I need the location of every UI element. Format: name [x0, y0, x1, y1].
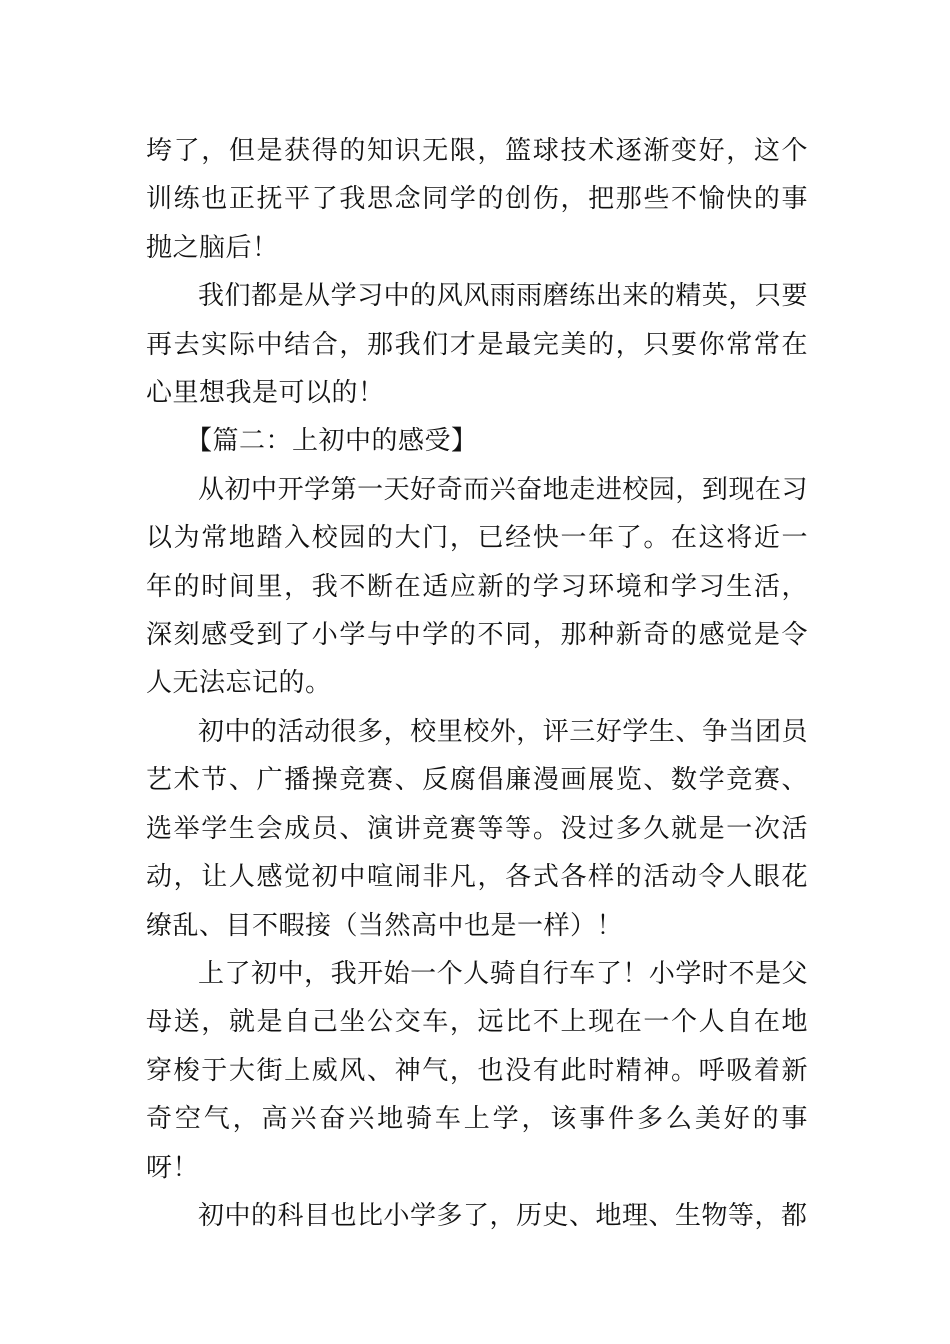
paragraph: 初中的活动很多，校里校外，评三好学生、争当团员艺术节、广播操竞赛、反腐倡廉漫画展览、数学竞赛、选举学生会成员、演讲竞赛等等。没过多久就是一次活动，让人感觉初中喧闹非凡，各式各样的活动令人眼花缭乱、目不暇接（当然高中也是一样）！	[146, 716, 808, 941]
paragraph: 上了初中，我开始一个人骑自行车了！小学时不是父母送，就是自己坐公交车，远比不上现在一个人自在地穿梭于大街上威风、神气，也没有此时精神。呼吸着新奇空气，高兴奋兴地骑车上学，该事件多么美好的事呀！	[146, 958, 808, 1183]
document-body	[146, 127, 808, 1240]
paragraph: 我们都是从学习中的风风雨雨磨练出来的精英，只要再去实际中结合，那我们才是最完美的，只要你常常在心里想我是可以的！	[146, 281, 808, 409]
paragraph-continuation: 垮了，但是获得的知识无限，篮球技术逐渐变好，这个训练也正抚平了我思念同学的创伤，把那些不愉快的事抛之脑后！	[146, 136, 808, 263]
paragraph: 初中的科目也比小学多了，历史、地理、生物等，都	[198, 1200, 808, 1231]
paragraph: 从初中开学第一天好奇而兴奋地走进校园，到现在习以为常地踏入校园的大门，已经快一年了。在这将近一年的时间里，我不断在适应新的学习环境和学习生活，深刻感受到了小学与中学的不同，那种新奇的感觉是令人无法忘记的。	[146, 474, 808, 699]
section-heading: 【篇二：上初中的感受】	[186, 426, 478, 457]
